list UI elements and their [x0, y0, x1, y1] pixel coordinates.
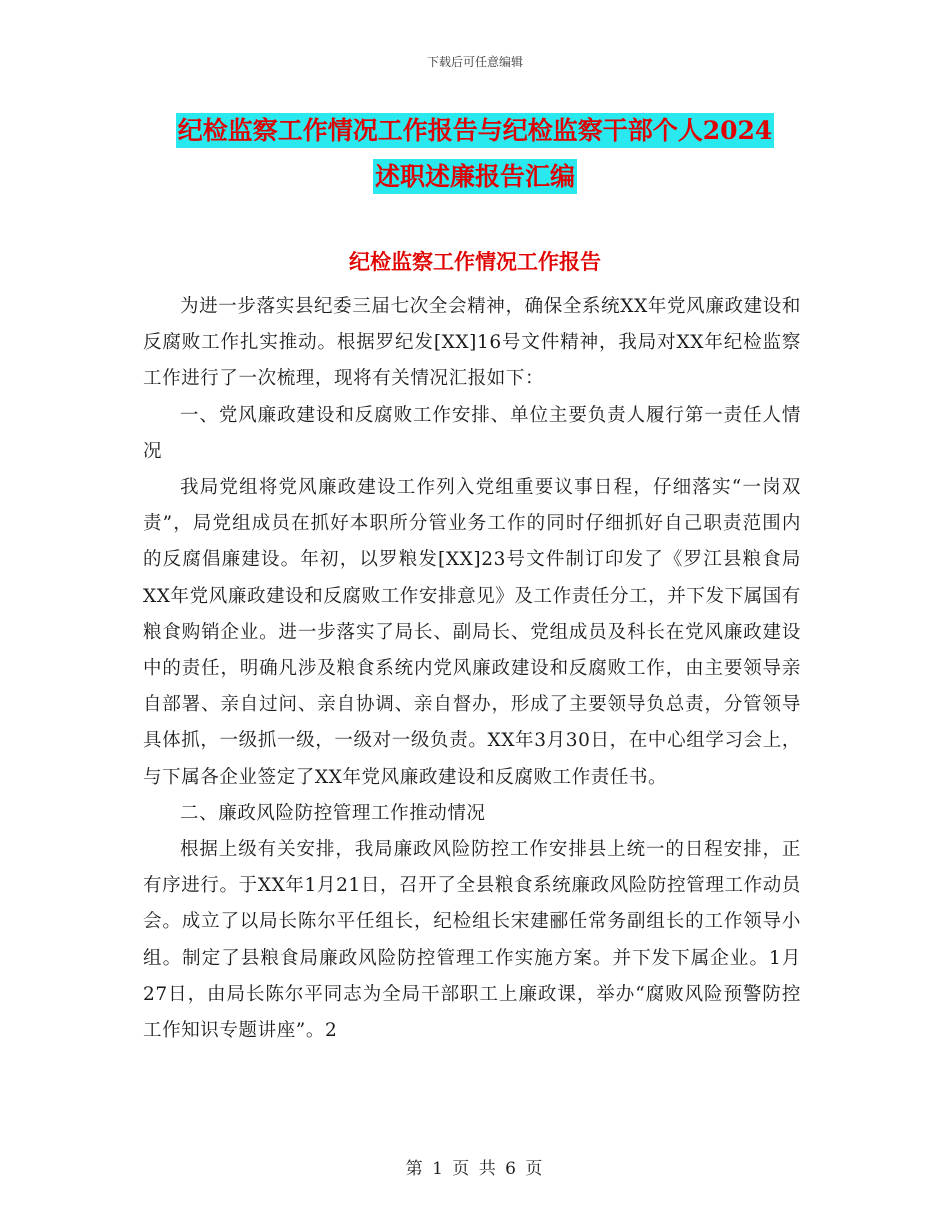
main-title	[0, 108, 950, 200]
paragraph-heading-2: 二、廉政风险防控管理工作推动情况	[180, 802, 486, 824]
paragraph-heading-1: 一、党风廉政建设和反腐败工作安排、单位主要负责人履行第一责任人情况	[143, 404, 801, 462]
paragraph-responsibility: 我局党组将党风廉政建设工作列入党组重要议事日程，仔细落实“一岗双责”，局党组成员在抓好本职所分管业务工作的同时仔细抓好自己职责范围内的反腐倡廉建设。年初，以罗粮发[XX]23号文件制订印发了《罗江县粮食局XX年党风廉政建设和反腐败工作安排意见》及工作责任分工，并下发下属国有粮食购销企业。进一步落实了局长、副局长、党组成员及科长在党风廉政建设中的责任，明确凡涉及粮食系统内党风廉政建设和反腐败工作，由主要领导亲自部署、亲自过问、亲自协调、亲自督办，形成了主要领导负总责，分管领导具体抓，一级抓一级，一级对一级负责。XX年3月30日，在中心组学习会上，与下属各企业签定了XX年党风廉政建设和反腐败工作责任书。	[143, 477, 801, 788]
paragraph-intro: 为进一步落实县纪委三届七次全会精神，确保全系统XX年党风廉政建设和反腐败工作扎实推动。根据罗纪发[XX]16号文件精神，我局对XX年纪检监察工作进行了一次梳理，现将有关情况汇报如下：	[143, 296, 801, 390]
main-title-line-2: 述职述廉报告汇编	[373, 159, 577, 194]
body-text	[143, 289, 801, 1049]
header-note: 下载后可任意编辑	[426, 55, 523, 69]
page-footer: 第 1 页 共 6 页	[405, 1159, 545, 1179]
paragraph-risk-control: 根据上级有关安排，我局廉政风险防控工作安排县上统一的日程安排，正有序进行。于XX年1月21日，召开了全县粮食系统廉政风险防控管理工作动员会。成立了以局长陈尔平任组长，纪检组长宋建郦任常务副组长的工作领导小组。制定了县粮食局廉政风险防控管理工作实施方案。并下发下属企业。1月27日，由局长陈尔平同志为全局干部职工上廉政课，举办“腐败风险预警防控工作知识专题讲座”。2	[143, 839, 801, 1042]
section-title: 纪检监察工作情况工作报告	[349, 249, 601, 274]
main-title-line-1: 纪检监察工作情况工作报告与纪检监察干部个人2024	[176, 113, 775, 148]
